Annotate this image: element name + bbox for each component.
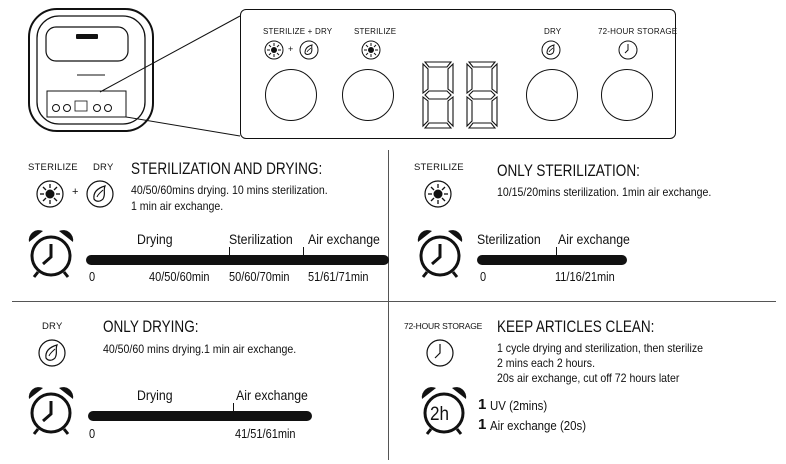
dry-icon (299, 40, 319, 60)
clock-icon (425, 338, 455, 368)
phase-label: Air exchange (308, 231, 380, 247)
panel-label-storage: 72-HOUR STORAGE (598, 27, 678, 36)
timeline-tick (556, 247, 557, 265)
label-dry: DRY (93, 162, 114, 173)
timeline-tick (229, 247, 230, 265)
timeline-mark: 11/16/21min (555, 270, 615, 284)
section-desc-line: 40/50/60mins drying. 10 mins sterilization. (131, 183, 328, 197)
label-sterilize: STERILIZE (28, 162, 78, 173)
sterilize-icon (264, 40, 284, 60)
sterilize-button[interactable] (342, 69, 394, 121)
sterilize-icon (35, 179, 65, 209)
timeline-bar (88, 411, 312, 421)
timeline-mark: 40/50/60min (149, 270, 210, 284)
timeline-start: 0 (480, 270, 487, 284)
label-dry: DRY (42, 321, 63, 332)
alarm-clock-icon (25, 228, 77, 280)
sterilize-icon (423, 179, 453, 209)
timeline-mark: 41/51/61min (235, 427, 296, 441)
cycle-step: Air exchange (20s) (490, 418, 587, 433)
sterilize-icon (361, 40, 381, 60)
section-desc-line: 40/50/60 mins drying.1 min air exchange. (103, 342, 297, 356)
timeline-mark: 50/60/70min (229, 270, 290, 284)
timeline-start: 0 (89, 270, 96, 284)
timeline-bar (86, 255, 389, 265)
section-title: ONLY DRYING: (103, 318, 199, 336)
section-desc-line: 10/15/20mins sterilization. 1min air exchange. (497, 185, 712, 199)
section-desc-line: 20s air exchange, cut off 72 hours later (497, 371, 680, 385)
dry-button[interactable] (526, 69, 578, 121)
section-desc-line: 2 mins each 2 hours. (497, 356, 596, 370)
alarm-clock-icon (25, 385, 77, 437)
label-sterilize: STERILIZE (414, 162, 464, 173)
timeline-mark: 51/61/71min (308, 270, 369, 284)
panel-label-sterilize-dry: STERILIZE + DRY (263, 27, 333, 36)
phase-label: Drying (137, 231, 173, 247)
dry-icon (37, 338, 67, 368)
cycle-step: UV (2mins) (490, 398, 548, 413)
interval-badge: 2h (430, 404, 450, 425)
sterilize-dry-button[interactable] (265, 69, 317, 121)
phase-label: Drying (137, 387, 173, 403)
section-title: STERILIZATION AND DRYING: (131, 160, 323, 178)
alarm-clock-icon (414, 228, 466, 280)
dry-icon (85, 179, 115, 209)
timeline-bar (477, 255, 627, 265)
phase-label: Sterilization (229, 231, 293, 247)
panel-label-dry: DRY (544, 27, 562, 36)
phase-label: Air exchange (236, 387, 308, 403)
label-storage: 72-HOUR STORAGE (404, 321, 483, 331)
cycle-count: 1 (478, 416, 487, 433)
section-title: ONLY STERILIZATION: (497, 162, 640, 180)
timeline-tick (303, 247, 304, 265)
storage-button[interactable] (601, 69, 653, 121)
device-logo: LOGO (80, 28, 95, 34)
timeline-tick (233, 403, 234, 421)
divider-horizontal (12, 301, 776, 302)
phase-label: Sterilization (477, 231, 541, 247)
cycle-count: 1 (478, 396, 487, 413)
section-desc-line: 1 cycle drying and sterilization, then sterilize (497, 341, 704, 355)
phase-label: Air exchange (558, 231, 630, 247)
dry-icon (541, 40, 561, 60)
panel-label-sterilize: STERILIZE (354, 27, 397, 36)
divider-vertical (388, 150, 389, 460)
section-title: KEEP ARTICLES CLEAN: (497, 318, 655, 336)
timeline-start: 0 (89, 427, 96, 441)
plus-sign: + (72, 186, 79, 198)
clock-icon (618, 40, 638, 60)
section-desc-line: 1 min air exchange. (131, 199, 224, 213)
